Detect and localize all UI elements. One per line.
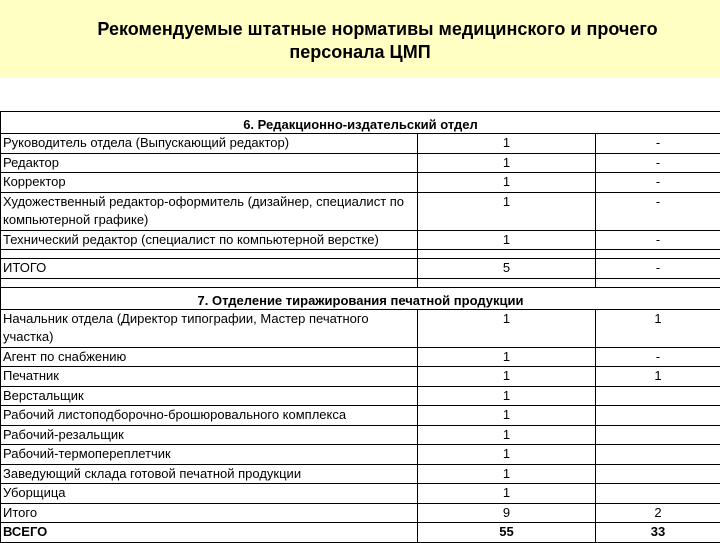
position-name: Агент по снабжению <box>1 347 418 367</box>
position-name: Художественный редактор-оформитель (дизайнер, специалист по компьютерной графике) <box>1 192 418 230</box>
section6-heading <box>1 112 720 134</box>
count-b: - <box>596 134 720 154</box>
table-row <box>1 192 720 230</box>
page-title-line1: Рекомендуемые штатные нормативы медицинского и прочего <box>0 18 720 41</box>
count-a: 1 <box>418 230 596 250</box>
table-row <box>1 134 720 154</box>
count-a: 5 <box>418 259 596 279</box>
section6-total-row <box>1 259 720 279</box>
count-a: 1 <box>418 134 596 154</box>
position-name: ВСЕГО <box>1 523 418 543</box>
staffing-table-body <box>1 112 720 543</box>
section7-heading <box>1 287 720 309</box>
count-a: 1 <box>418 386 596 406</box>
count-a: 1 <box>418 406 596 426</box>
table-row <box>1 445 720 465</box>
position-name: Рабочий-термопереплетчик <box>1 445 418 465</box>
count-b: - <box>596 259 720 279</box>
position-name: Редактор <box>1 153 418 173</box>
count-a: 1 <box>418 309 596 347</box>
count-a: 1 <box>418 367 596 387</box>
gap-cell <box>1 278 418 287</box>
position-name: Уборщица <box>1 484 418 504</box>
count-b: 33 <box>596 523 720 543</box>
count-b <box>596 406 720 426</box>
position-name: Рабочий листоподборочно-брошюровального комплекса <box>1 406 418 426</box>
position-name: Руководитель отдела (Выпускающий редактор) <box>1 134 418 154</box>
count-a: 1 <box>418 425 596 445</box>
count-b <box>596 445 720 465</box>
count-a: 1 <box>418 445 596 465</box>
position-name: Начальник отдела (Директор типографии, Мастер печатного участка) <box>1 309 418 347</box>
count-b: - <box>596 347 720 367</box>
position-name: Заведующий склада готовой печатной продукции <box>1 464 418 484</box>
grand-total-row <box>1 523 720 543</box>
table-row <box>1 406 720 426</box>
position-name: Итого <box>1 503 418 523</box>
count-b: 1 <box>596 367 720 387</box>
position-name: Технический редактор (специалист по компьютерной верстке) <box>1 230 418 250</box>
position-name: Корректор <box>1 173 418 193</box>
position-name: ИТОГО <box>1 259 418 279</box>
position-name: Печатник <box>1 367 418 387</box>
section-spacer <box>1 278 720 287</box>
table-row <box>1 347 720 367</box>
table-row <box>1 386 720 406</box>
count-a: 1 <box>418 347 596 367</box>
count-b <box>596 484 720 504</box>
count-b <box>596 464 720 484</box>
gap-cell <box>418 250 596 259</box>
count-b <box>596 386 720 406</box>
count-b: - <box>596 230 720 250</box>
count-b: 1 <box>596 309 720 347</box>
table-row <box>1 230 720 250</box>
count-a: 1 <box>418 484 596 504</box>
count-b: - <box>596 173 720 193</box>
page-title <box>0 18 720 64</box>
section7-heading-cell: 7. Отделение тиражирования печатной продукции <box>1 287 720 309</box>
gap-cell <box>418 278 596 287</box>
count-b: - <box>596 192 720 230</box>
count-a: 1 <box>418 173 596 193</box>
position-name: Рабочий-резальщик <box>1 425 418 445</box>
count-a: 1 <box>418 192 596 230</box>
page-title-line2: персонала ЦМП <box>289 42 430 62</box>
table-row <box>1 484 720 504</box>
count-a: 1 <box>418 464 596 484</box>
section6-heading-cell: 6. Редакционно-издательский отдел <box>1 112 720 134</box>
count-a: 55 <box>418 523 596 543</box>
count-b <box>596 425 720 445</box>
gap-cell <box>1 250 418 259</box>
count-b: 2 <box>596 503 720 523</box>
count-a: 1 <box>418 153 596 173</box>
gap-cell <box>596 278 720 287</box>
table-row <box>1 173 720 193</box>
section7-total-row <box>1 503 720 523</box>
section6-spacer <box>1 250 720 259</box>
table-row <box>1 367 720 387</box>
staffing-table <box>0 111 720 543</box>
table-row <box>1 464 720 484</box>
table-row <box>1 153 720 173</box>
gap-cell <box>596 250 720 259</box>
table-row <box>1 425 720 445</box>
count-a: 9 <box>418 503 596 523</box>
count-b: - <box>596 153 720 173</box>
position-name: Верстальщик <box>1 386 418 406</box>
table-row <box>1 309 720 347</box>
